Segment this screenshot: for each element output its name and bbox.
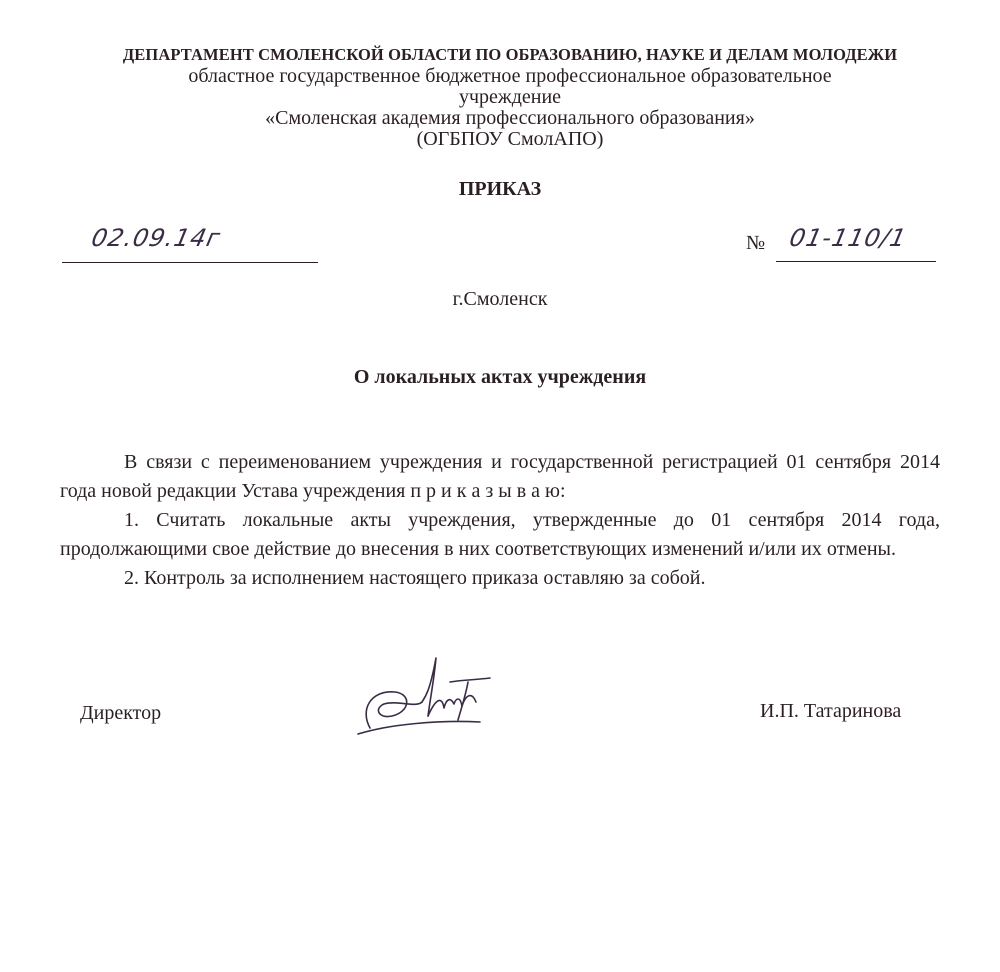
- body-paragraph-item-1: 1. Считать локальные акты учреждения, утвержденные до 01 сентября 2014 года, продолжающими свое действие до внесения в них соответствующих изменений и/или их отмены.: [60, 509, 940, 560]
- department-name: ДЕПАРТАМЕНТ СМОЛЕНСКОЙ ОБЛАСТИ ПО ОБРАЗОВАНИЮ, НАУКЕ И ДЕЛАМ МОЛОДЕЖИ: [122, 45, 898, 64]
- order-date-field: [62, 218, 318, 263]
- institution-line-1: областное государственное бюджетное профессиональное образовательное: [188, 65, 832, 87]
- city: г.Смоленск: [452, 288, 548, 310]
- document-title: ПРИКАЗ: [458, 178, 542, 200]
- order-number-field: [746, 218, 936, 262]
- signer-name: И.П. Татаринова: [760, 700, 902, 722]
- letterhead: [60, 44, 960, 150]
- order-number-handwritten: 01-110/1: [787, 224, 910, 252]
- signer-role: Директор: [80, 702, 162, 724]
- institution-abbreviation: (ОГБПОУ СмолАПО): [416, 128, 604, 150]
- order-subject: О локальных актах учреждения: [353, 366, 647, 388]
- order-date-handwritten: 02.09.14г: [89, 224, 224, 252]
- order-body: [60, 448, 940, 593]
- number-sign: №: [746, 232, 766, 254]
- body-paragraph-intro: В связи с переименованием учреждения и государственной регистрацией 01 сентября 2014 года новой редакции Устава учреждения п р и к а з ы в а ю:: [60, 451, 940, 502]
- body-paragraph-item-2: 2. Контроль за исполнением настоящего приказа оставляю за собой.: [124, 567, 706, 589]
- institution-name: «Смоленская академия профессионального образования»: [265, 107, 755, 129]
- handwritten-signature: [350, 650, 500, 745]
- institution-line-2: учреждение: [458, 86, 562, 108]
- number-underline: [776, 261, 936, 262]
